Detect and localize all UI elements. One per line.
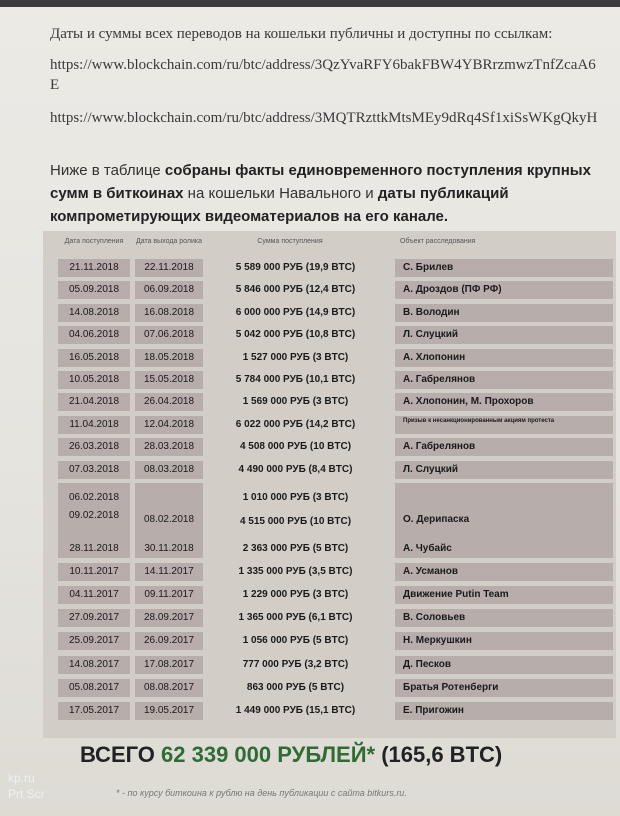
blockchain-link-2[interactable]: https://www.blockchain.com/ru/btc/address/3MQTRzttkMtsMEy9dRq4Sf1xiSsWKgQkyH: [50, 110, 598, 126]
cell-sum: 5 042 000 РУБ (10,8 BTC): [235, 329, 356, 341]
special-object: О. Дерипаска: [395, 483, 613, 557]
special-sum-2: 4 515 000 РУБ (10 BTC): [239, 516, 352, 527]
cell-sum: 4 490 000 РУБ (8,4 BTC): [238, 463, 353, 475]
cell-sum: 5 846 000 РУБ (12,4 BTC): [235, 284, 356, 296]
cell-date-received: 27.09.2017: [58, 609, 130, 627]
cell-date-video: 12.04.2018: [135, 416, 203, 434]
total-prefix: ВСЕГО: [80, 742, 162, 767]
cell-date-video: 17.08.2017: [135, 656, 203, 674]
cell-date-video: 26.04.2018: [135, 393, 203, 411]
watermark-line2: Prt Scr: [8, 787, 45, 801]
footnote: * - по курсу биткоина к рублю на день публикации с сайта bitkurs.ru.: [116, 788, 407, 798]
blockchain-link-1[interactable]: https://www.blockchain.com/ru/btc/address/3QzYvaRFY6bakFBW4YBRrzmwzTnfZcaA6E: [50, 57, 596, 93]
total-btc: (165,6 BTC): [375, 742, 503, 767]
cell-date-video: 28.09.2017: [135, 609, 203, 627]
intro-bold1: собраны факты единовременного поступления крупных сумм в биткоинах: [50, 162, 591, 202]
cell-date-video: 26.09.2017: [135, 632, 203, 650]
watermark: [8, 770, 45, 802]
special-date-video: 08.02.2018: [135, 483, 203, 557]
cell-sum: 4 508 000 РУБ (10 BTC): [239, 441, 352, 453]
cell-object: Л. Слуцкий: [395, 326, 613, 344]
cell-date-received: 21.11.2018: [58, 259, 130, 277]
cell-object: Л. Слуцкий: [395, 461, 613, 479]
cell-date-received: 05.09.2018: [58, 281, 130, 299]
header-sum: Сумма поступления: [257, 238, 323, 245]
special-date-a: 06.02.2018: [68, 492, 120, 503]
intro-bold2: даты публикаций компрометирующих видеоматериалов на его канале.: [50, 185, 509, 225]
cell-object: А. Габрелянов: [395, 371, 613, 389]
cell-date-received: 14.08.2017: [58, 656, 130, 674]
cell-date-video: 14.11.2017: [135, 563, 203, 581]
cell-date-received: 10.11.2017: [58, 563, 130, 581]
cell-sum: 1 527 000 РУБ (3 BTC): [242, 351, 349, 363]
cell-date-received: 07.03.2018: [58, 461, 130, 479]
cell-sum: 1 229 000 РУБ (3 BTC): [242, 589, 349, 601]
cell-date-video: 07.06.2018: [135, 326, 203, 344]
cell-object: А. Габрелянов: [395, 438, 613, 456]
cell-sum: 777 000 РУБ (3,2 BTC): [242, 658, 349, 670]
cell-date-video: 16.08.2018: [135, 304, 203, 322]
cell-sum: 2 363 000 РУБ (5 BTC): [242, 543, 349, 554]
cell-sum: 1 449 000 РУБ (15,1 BTC): [235, 704, 356, 716]
cell-object: Е. Пригожин: [395, 702, 613, 720]
cell-object: Движение Putin Team: [395, 586, 613, 604]
cell-date-received: 14.08.2018: [58, 304, 130, 322]
paragraph-text: Даты и суммы всех переводов на кошельки публичны и доступны по ссылкам:: [50, 26, 553, 42]
header-date-video: Дата выхода ролика: [135, 238, 202, 245]
cell-sum: 863 000 РУБ (5 BTC): [246, 681, 345, 693]
cell-date-received: 28.11.2018: [58, 540, 130, 558]
cell-sum: 6 022 000 РУБ (14,2 BTC): [235, 418, 356, 430]
special-sum-1: 1 010 000 РУБ (3 BTC): [242, 492, 349, 503]
cell-object: Братья Ротенберги: [395, 679, 613, 697]
cell-sum: 1 365 000 РУБ (6,1 BTC): [238, 612, 353, 624]
cell-object: А. Дроздов (ПФ РФ): [395, 281, 613, 299]
cell-sum: 1 569 000 РУБ (3 BTC): [242, 396, 349, 408]
cell-date-video: 15.05.2018: [135, 371, 203, 389]
top-dark-strip: [0, 0, 620, 7]
total-amount: 62 339 000 РУБЛЕЙ*: [161, 742, 376, 767]
cell-date-received: 17.05.2017: [58, 702, 130, 720]
cell-date-video: 19.05.2017: [135, 702, 203, 720]
cell-object: Призыв к несанкционированным акциям протеста: [395, 416, 613, 434]
cell-date-video: 09.11.2017: [135, 586, 203, 604]
header-object: Объект расследования: [400, 238, 476, 245]
cell-date-received: 25.09.2017: [58, 632, 130, 650]
cell-date-received: 16.05.2018: [58, 349, 130, 367]
cell-sum: 1 056 000 РУБ (5 BTC): [242, 635, 349, 647]
cell-object: С. Брилев: [395, 259, 613, 277]
cell-date-received: 26.03.2018: [58, 438, 130, 456]
cell-date-video: 30.11.2018: [135, 540, 203, 558]
intro-part2: на кошельки Навального и: [183, 185, 378, 202]
cell-object: В. Соловьев: [395, 609, 613, 627]
cell-date-video: 22.11.2018: [135, 259, 203, 277]
cell-object: А. Чубайс: [395, 540, 613, 558]
cell-date-video: 28.03.2018: [135, 438, 203, 456]
header-date-received: Дата поступления: [64, 238, 124, 245]
cell-object: Н. Меркушкин: [395, 632, 613, 650]
cell-object: Д. Песков: [395, 656, 613, 674]
intro-text: [50, 159, 610, 228]
cell-date-video: 18.05.2018: [135, 349, 203, 367]
cell-date-received: 11.04.2018: [58, 416, 130, 434]
cell-date-video: 08.08.2017: [135, 679, 203, 697]
cell-object: А. Хлопонин: [395, 349, 613, 367]
cell-date-video: 08.03.2018: [135, 461, 203, 479]
cell-sum: 5 784 000 РУБ (10,1 BTC): [235, 374, 356, 385]
special-date-b: 09.02.2018: [68, 510, 120, 521]
watermark-line1: kp.ru: [8, 771, 35, 785]
cell-sum: 5 589 000 РУБ (19,9 BTC): [235, 262, 356, 273]
cell-date-received: 05.08.2017: [58, 679, 130, 697]
cell-date-video: 06.09.2018: [135, 281, 203, 299]
intro-part1: Ниже в таблице: [50, 162, 165, 179]
cell-object: В. Володин: [395, 304, 613, 322]
cell-date-received: 10.05.2018: [58, 371, 130, 389]
cell-date-received: 21.04.2018: [58, 393, 130, 411]
cell-object: А. Усманов: [395, 563, 613, 581]
cell-object: А. Хлопонин, М. Прохоров: [395, 393, 613, 411]
cell-date-received: 04.11.2017: [58, 586, 130, 604]
total-line: [80, 742, 502, 768]
cell-sum: 1 335 000 РУБ (3,5 BTC): [238, 566, 353, 578]
cell-sum: 6 000 000 РУБ (14,9 BTC): [235, 306, 356, 318]
cell-date-received: 04.06.2018: [58, 326, 130, 344]
